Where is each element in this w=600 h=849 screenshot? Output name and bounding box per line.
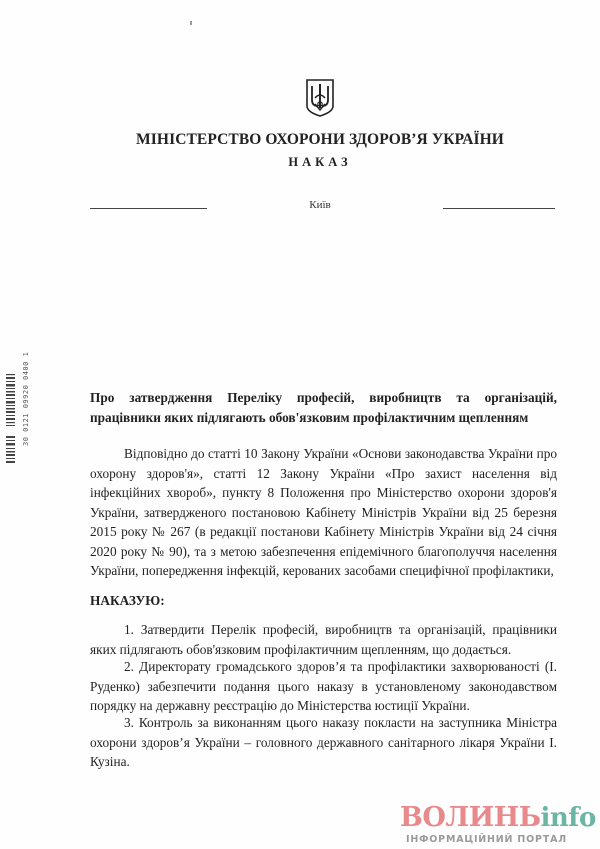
order-item-3: 3. Контроль за виконанням цього наказу покласти на заступника Міністра охорони здоров’я України – головного державного санітарного лікаря України І. Кузіна. [90, 715, 557, 769]
watermark-tagline: ІНФОРМАЦІЙНИЙ ПОРТАЛ [406, 834, 567, 845]
watermark-brand-part2: info [540, 803, 596, 833]
order-item-1: 1. Затвердити Перелік професій, виробництв та організацій, працівники яких підлягають обов'язковим профілактичним щепленням, що додається. [90, 622, 557, 657]
subject-line-1: Про затвердження Переліку професій, виробництв та організацій, [90, 390, 557, 405]
ordering-word: НАКАЗУЮ: [90, 593, 165, 608]
barcode-number: 30 0121 09920 0400 1 [22, 352, 30, 447]
volyn-info-watermark-logo [400, 804, 595, 846]
scan-speck [190, 21, 192, 25]
watermark-brand-part1: ВОЛИНЬ [400, 802, 541, 833]
order-subject [90, 388, 557, 428]
date-blank-line [90, 208, 207, 209]
ministry-title: МІНІСТЕРСТВО ОХОРОНИ ЗДОРОВ’Я УКРАЇНИ [136, 131, 504, 148]
trident-emblem-icon [305, 78, 335, 118]
number-blank-line [443, 208, 555, 209]
subject-line-2: працівники яких підлягають обов'язковим профілактичним щепленням [90, 410, 529, 425]
order-title: НАКАЗ [288, 155, 352, 169]
order-item-2: 2. Директорату громадського здоров’я та профілактики захворюваності (І. Руденко) забезпечити подання цього наказу в установленому законодавством порядку на державну реєстрацію до Міністерства юстиції України. [90, 659, 557, 713]
watermark-brand [400, 804, 596, 832]
preamble-paragraph: Відповідно до статті 10 Закону України «Основи законодавства України про охорону здоров'я», статті 12 Закону України «Про захист населення від інфекційних хвороб», пункту 8 Положення про Міністерство охорони здоров'я України, затвердженого постановою Кабінету Міністрів України від 25 березня 2015 року № 267 (в редакції постанови Кабінету Міністрів України від 24 січня 2020 року № 90), та з метою забезпечення епідемічного благополуччя населення України, попередження інфекцій, керованих засобами специфічної профілактики, [90, 446, 557, 578]
city-label: Київ [309, 199, 331, 211]
